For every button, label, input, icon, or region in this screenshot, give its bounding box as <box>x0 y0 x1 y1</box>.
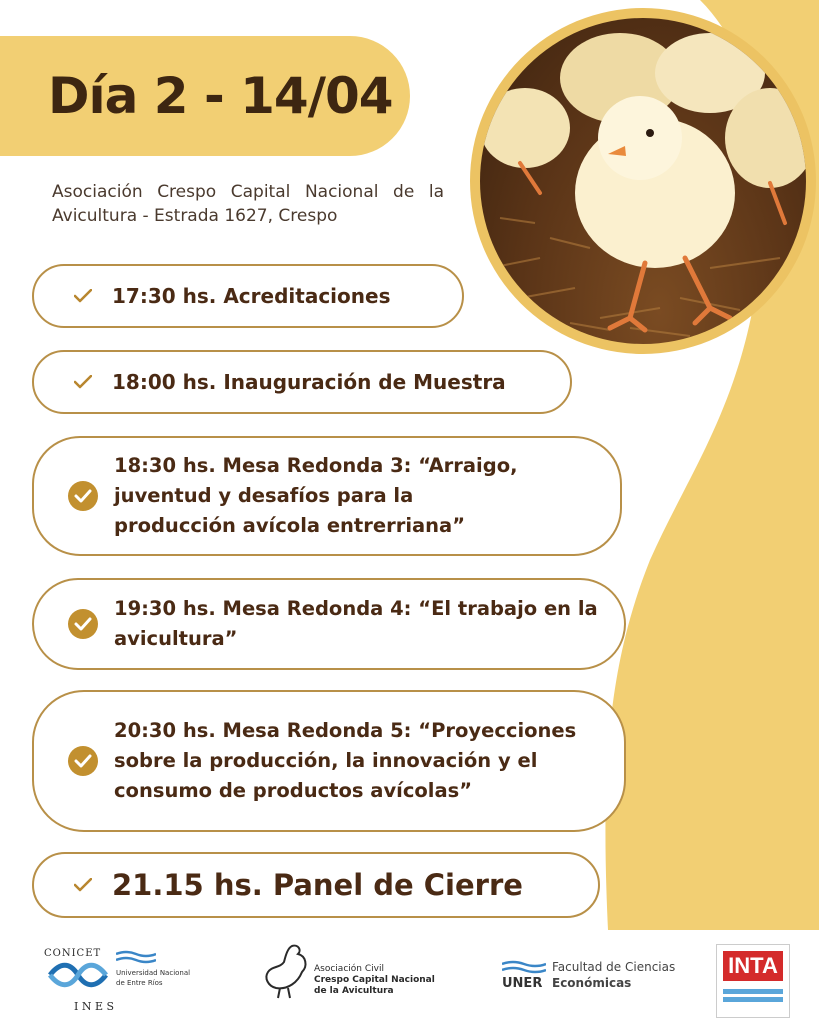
check-circle-icon <box>66 609 100 639</box>
venue-address: Asociación Crespo Capital Nacional de la Avicultura - Estrada 1627, Crespo <box>52 182 444 226</box>
title-banner <box>0 36 410 156</box>
ines-wordmark: I N E S <box>74 1000 115 1013</box>
page-title: Día 2 - 14/04 <box>48 67 393 125</box>
inta-stripe <box>723 997 783 1002</box>
schedule-item-mesa-redonda-3 <box>32 436 622 556</box>
asociacion-line2: Crespo Capital Nacional <box>314 975 435 985</box>
check-icon <box>72 878 94 892</box>
uner-waves-icon <box>502 960 546 974</box>
conicet-wordmark: CONICET <box>44 948 102 959</box>
rooster-icon <box>262 942 312 1002</box>
uner-fce-logo <box>502 958 692 998</box>
schedule-item-label: 21.15 hs. Panel de Cierre <box>112 868 523 902</box>
schedule-item-mesa-redonda-4 <box>32 578 626 670</box>
inta-wordmark: INTA <box>723 951 783 981</box>
uner-waves-icon <box>116 950 156 964</box>
schedule-item-panel-cierre <box>32 852 600 918</box>
schedule-item-inauguracion <box>32 350 572 414</box>
asociacion-line3: de la Avicultura <box>314 986 394 996</box>
inta-stripe <box>723 989 783 994</box>
check-circle-icon <box>66 481 100 511</box>
schedule-item-label: 19:30 hs. Mesa Redonda 4: “El trabajo en la avicultura” <box>114 597 598 650</box>
conicet-uner-ines-logo <box>44 948 194 1018</box>
schedule-item-label: 18:30 hs. Mesa Redonda 3: “Arraigo, juventud y desafíos para la producción avícola entrerriana” <box>114 454 518 537</box>
asociacion-line1: Asociación Civil <box>314 964 384 974</box>
uner-name-line2: de Entre Ríos <box>116 979 163 987</box>
chicks-photo <box>470 8 816 354</box>
uner-name-line1: Universidad Nacional <box>116 969 191 977</box>
sponsors-footer <box>0 930 819 1024</box>
check-circle-icon <box>66 746 100 776</box>
fce-line2: Económicas <box>552 976 632 990</box>
asociacion-civil-logo <box>262 942 442 1012</box>
conicet-emblem <box>46 962 110 988</box>
schedule-item-mesa-redonda-5 <box>32 690 626 832</box>
schedule-item-label: 20:30 hs. Mesa Redonda 5: “Proyecciones sobre la producción, la innovación y el consumo de productos avícolas” <box>114 719 577 802</box>
inta-logo <box>716 944 790 1018</box>
uner-wordmark: UNER <box>502 976 543 991</box>
schedule-item-label: 17:30 hs. Acreditaciones <box>112 284 391 308</box>
schedule-item-label: 18:00 hs. Inauguración de Muestra <box>112 370 506 394</box>
schedule-item-acreditaciones <box>32 264 464 328</box>
chicks-photo-image <box>480 18 806 344</box>
check-icon <box>72 375 94 389</box>
fce-line1: Facultad de Ciencias <box>552 960 676 974</box>
check-icon <box>72 289 94 303</box>
